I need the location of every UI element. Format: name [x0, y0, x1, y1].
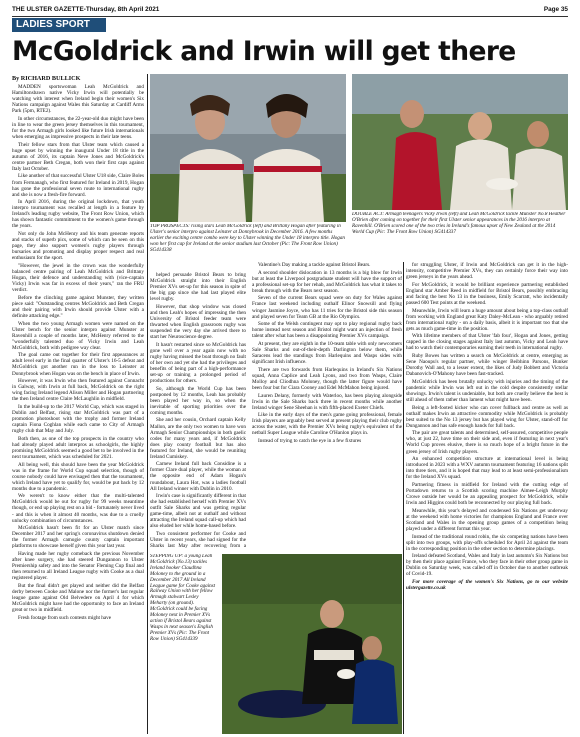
- photo-top-prospects: [150, 74, 346, 222]
- article-paragraph: When the two young Armagh women were named on the Ulster bench for the senior interpro against Munster at Ravenhill a couple of months later, McHenry referred to the "wonderfully talented duo of Vicky Irwin and Leah McGoldrick, both with pedigree way clear.: [12, 320, 144, 351]
- article-paragraph: So, although the World Cup has been postponed by 12 months, Leah has probably been played her way in, so when the inevitable of sporting priorities over the coming months.: [150, 385, 246, 416]
- article-paragraph: A second shoulder dislocation in 13 months is a big blow for Irwin but at least the Liverpool postgraduate student will have the support of a professional set-up for her rehab, and McGoldrick has what it takes to break through with the Bears next season.: [252, 269, 402, 294]
- article-paragraph: Lauren Delany, formerly with Waterloo, has been playing alongside Irwin in the Sale Sharks back three in recent months while another Ireland winger Sene Sheehan is with fifth-placed Exeter Chiefs.: [252, 392, 402, 411]
- photo-stepping-up: [222, 554, 402, 734]
- article-paragraph: Instead of trying to catch the eye in a few fixtures: [258, 438, 362, 445]
- article-paragraph: At present, they are eighth in the 10-team table with only newcomers Sale Sharks and out-of-their-depth Darlington below them, while Saracens lead the standings from Harlequins and Wasps sides with significant Irish influence.: [252, 340, 402, 366]
- article-paragraph: Before the clinching game against Munster, they written piece said: "Outstanding centres McGoldrick and Beth Cregan and their pairing with Irwin should provide Ulster with a definite attacking edge.": [12, 294, 144, 319]
- article-paragraph: McGoldrick hasn't been fit for an Ulster match since December 2017 and her spring's coronavirus shutdown denied the former Armagh camogie county captain important platforms to showcase herself given this year last year.: [12, 525, 144, 550]
- article-paragraph: Instead of the traditional round robin, the six competing nations have been split into two groups, with play-offs scheduled for April 24 against the team in the corresponding position in the other section to determine placings.: [406, 533, 568, 552]
- article-paragraph: Having made her rugby comeback the previous November after knee surgery, she had steered Dungannon to Ulster Premiership safety and into the Senator Fleming Cup final and then returned to all Ireland League rugby with Cooke as a dual registered player.: [12, 550, 144, 582]
- article-paragraph: Ireland defeated Scotland, Wales and Italy in last autumn's Six Nations but by then their place against France, who they face in their other group game in Dublin on Saturday week, was called off in October due to another outbreak of Covid-19.: [406, 553, 568, 578]
- page-number: Page 35: [543, 6, 568, 13]
- article-column-4: [406, 262, 568, 734]
- article-paragraph: For McGoldrick, it would be brilliant experience partnering established England star Amber Reed in midfield for Bristol Bears, possibly embracing and facing the best No 13 in the business, Emily Scarratt, who incidentally passed 600 Test points at the weekend.: [406, 281, 568, 306]
- article-paragraph: Carnew Ireland full back Considine is a former Clare dual player, while the woman at the opposite end of Adam Hogan's roundabout, Laura Hot, was a ladies football All Ireland winner with Dublin in 2010.: [150, 461, 246, 492]
- article-paragraph: MADDEN sportswoman Leah McGoldrick and Hamiltonsbawn native Vicky Irwin will potentially be watching with interest when Ireland begin their women's Six Nations campaign against Wales this Saturday at Cardiff Arms Park (5pm, RTE2).: [12, 84, 144, 115]
- article-paragraph: However, it was Irwin who then featured against Connacht in Galway, with Irwin at full back, McGoldrick on the right wing facing Ireland legend Alison Miller and Hogan partnering the then Ireland centre Claire McLaughlin in midfield.: [12, 378, 144, 403]
- article-paragraph: Like another of that successful Ulster U18 side, Claire Boles from Fermanagh, who first featured for Ireland in 2019, Hogan has gone the professional seven route to international rugby and she is now a fresh-fire forward.: [12, 173, 144, 198]
- caption-double-act: DOUBLE ACT: Armagh teenagers Vicky Irwin (left) and Leah McGoldrick tackle Munster No.8 Heather O'Brien after coming on together for their first Ulster senior appearances in the 2016 interpro at Ravenhill. O'Brien scored one of the two tries in Ireland's famous upset of New Zealand at the 2014 World Cup (Pic: The Front Row Union) SG414337: [352, 212, 566, 235]
- article-column-2: [150, 272, 246, 548]
- article-paragraph: McGoldrick has been brutally unlucky with injuries and the timing of the pandemic while Irwin was left out in the cold despite consistently stellar showings. Irwin's talent is undeniable, but both are cruelly believe the best is still ahead of them rather than lament what might have been.: [406, 378, 568, 403]
- article-paragraph: helped persuade Bristol Bears to bring McGoldrick straight into their English Premier XVs set-up for this season in spite of the big gap since she had last played elite level rugby.: [150, 272, 246, 303]
- article-paragraph: For more coverage of the women's Six Nations, go to our website ulstergazette.co.uk: [406, 579, 568, 592]
- column-rule: [403, 262, 404, 734]
- article-paragraph: It hasn't restarted since so McGoldrick has gone well over a year again now with no rugby having missed the boat through no fault of her own and yet she had the privileges and benefits of being part of a high-performance set-up or training a prolonged period of productions for others.: [150, 341, 246, 384]
- article-paragraph: We weren't to know either that the multi-talented McGoldrick would be out for rugby for 99 weeks meantime though, or end up playing rest on a bid - fortunately never lived - and this is when it almost 40 months, was due to a cruelly unlucky combination of circumstances.: [12, 493, 144, 524]
- article-paragraph: Ruby Bowes has written a search on McGoldrick at centre, emerging as Sene Naoupu's regular partner, while winger Beibhinn Parsons, Bunker Dorothy Wall and, to a lesser extent, the likes of Judy Bobbett and Victoria Dabanovich-O'Mahony have been fast-tracked.: [406, 353, 568, 378]
- article-paragraph: Meanwhile, Irwin will learn a huge amount about being a top-class outhalf from working with England great Katy Daley-McLean - who arguably retired from international rugby - on a daily basis, albeit it is important too that she gets as much game-time in the position.: [406, 307, 568, 332]
- article-paragraph: Not only do John McHenry and his team generate reports and stacks of superb pics, some of which can be seen on this page, they also support women's rugby players through bursaries and promoting and display proper respect and real enthusiasm for the sport.: [12, 231, 144, 262]
- article-paragraph: Like in the early days of the men's game going professional, female Irish players are arguably best served at present playing their club rugby across the water, with the Premier XVs being rugby's equivalent of the netball Super League while Caroline O'Hanlon plays in.: [252, 412, 402, 437]
- article-paragraph: An enhanced competition structure at international level is being introduced in 2023 with a WXV autumn tournament featuring 16 nations split into three tiers, and it is hoped that may lead to at least semi-professionalism for the Ireland XVs squad.: [406, 456, 568, 481]
- article-paragraph: Fresh footage from such contests might have: [18, 614, 112, 621]
- page-header: [12, 2, 568, 17]
- article-paragraph: Two consistent performer for Cooke and Ulster in recent years, she had signed for the Sharks last May after recovering from a: [150, 531, 246, 548]
- byline: By RICHARD BULLICK: [12, 76, 81, 82]
- article-paragraph: However, that shop window was closed and then Leah's hopes of impressing the then University of Bristol feeder team were thwarted when English grassroots rugby was suspended the very day she arrived there to start her Neuroscience degree.: [150, 303, 246, 341]
- article-paragraph: "However, the jewel in the crown was the wonderfully balanced centre pairing of Leah McGoldrick and Brittany Hogan, their defence and understanding with (vice-captain Vicky) Irwin was far in excess of their years," ran the FRU verdict.: [12, 262, 144, 294]
- article-paragraph: The goal came out together for their first appearances at adult level early in the final quarter of Ulster's 16-5 defeat and McGoldrick got another run in the loss to Leinster at Donnybrook when Hogan was on the bench in place of Irwin.: [12, 352, 144, 377]
- article-paragraph: All being well, this should have been the year McGoldrick was in the frame for World Cup squad selection, though of course nobody could have envisaged then that the tournament, which Ireland have yet to qualify for, would be put back by 12 months due to a pandemic.: [12, 461, 144, 492]
- article-paragraph: But the final didn't get played and neither did the Belfast derby between Cooke and Malone nor the former's last regular league game against Old Belvedere on April 4 for which McGoldrick might have had the opportunity to face an Ireland great or two in midfield.: [12, 582, 144, 613]
- article-paragraph: Seven of the current Bears squad were on duty for Wales against France last weekend including outhalf Elinor Snowsill and flying winger Jasmine Joyce, who has 11 tries for the Bristol side this season and played seven for Team GB at the Rio Olympics.: [252, 295, 402, 320]
- article-paragraph: Valentine's Day making a tackle against Bristol Bears.: [258, 262, 371, 268]
- masthead: THE ULSTER GAZETTE-Thursday, 8th April 2021: [12, 6, 160, 13]
- article-paragraph: Both then, as one of the top prospects in the country who had already played adult interpros as schoolgirls, the highly promising McGoldrick seemed a good bet to be involved in the next tournament, which was scheduled for 2021.: [12, 435, 144, 460]
- caption-top-prospects: TOP PROSPECTS: rising stars Leah McGoldrick (left) and Brittany Hogan after featuring in Ulster's senior interpro against Leinster at Donnybrook in December 2016. A few months earlier the exciting centre combo were key to Ulster winning the Under 18 interpro title. Hogan won her first cap for Ireland at the senior stadium last October (Pic: The Front Row Union) SG414338: [150, 224, 345, 253]
- photo-double-act: [352, 74, 568, 210]
- article-paragraph: There are two forwards from Harlequins in Ireland's Six Nations squad, Anna Caplice and Leah Lyons, and two from Wasps, Claire Molloy and Cliodhna Moloney, though the latter figure would have been four but for Ciara Cooney and Edel McMahon being injured.: [252, 366, 402, 391]
- article-paragraph: In April 2016, during the original lockdown, that youth interpro tournament was recalled at length in a feature by Ireland's leading rugby website, The Front Row Union, which has shown fantastic commitment to the women's game through the years.: [12, 199, 144, 230]
- article-paragraph: With lifetime members of that Ulster 'fab four', Hogan and Jones, getting capped in the closing stages against Italy last autumn, Vicky and Leah have had to watch their contemporaries earning their teeth in international rugby.: [406, 333, 568, 352]
- article-paragraph: Their fellow stars from that Ulster team which caused a huge upset by winning the inaugural Under 18 title in the autumn of 2016, its captain Neve Jones and McGoldrick's centre partner Beth Cregan, both won their first caps against Italy last October.: [12, 141, 144, 172]
- article-paragraph: Some of the Welsh contingent may opt to play regional rugby back home instead next season and Bristol might want an injection of fresh talent after what has been a disappointing Premier XVs campaign.: [252, 321, 402, 340]
- article-paragraph: for struggling Ulster, if Irwin and McGoldrick can get it in the high-intensity, competitive Premier XVs, they can certainly force their way into green jerseys in the years ahead.: [406, 262, 568, 281]
- caption-stepping-up: STEPPING UP: a young Leah McGoldrick (No.13) tackles Ireland hooker Claudhna Moloney to the ground in a December 2017 All Ireland League game for Cooke against Railway Union with her fellow Armagh stalwart Lesley Meharty (on ground). McGoldrick could be facing Moloney next in Premier XVs action if Bristol Bears against Wasps in next season's English Premier XVs (Pic: The Front Row Union) SG414339: [150, 554, 216, 642]
- column-rule: [147, 74, 148, 734]
- article-paragraph: Irwin's case is significantly different in that she had established herself with Premier XVs outfit Sale Sharks and was getting regular game-time, albeit not at outhalf and without attracting the Ireland squad call-up which had also eluded her while home-based before.: [150, 493, 246, 530]
- article-paragraph: Being a left-footed kicker who can cover fullback and centre as well as outhalf makes Irwin an attractive commodity while McGoldrick is probably best suited to the No 13 jersey but has played wing for Ulster, stand-off for Dungannon and has safe enough hands for full back.: [406, 404, 568, 429]
- article-paragraph: In other circumstances, the 22-year-old duo might have been in line to wear the green jersey themselves in this tournament, for the two Armagh girls looked like future Irish internationals when emerging as impressive prospects in their late teens.: [12, 115, 144, 141]
- headline: McGoldrick and Irwin will get there: [12, 36, 516, 67]
- section-label: LADIES SPORT: [12, 18, 106, 32]
- article-paragraph: The pair are great talents and determined, self-assured, competitive people who, at just 22, have time on their side and, even if featuring in next year's World Cup proves elusive, there is so much hope of a bright future in the green jersey of Irish rugby players.: [406, 430, 568, 455]
- article-column-1: [12, 76, 144, 732]
- article-paragraph: Partnering fitness in midfield for Ireland with the cutting edge of Portadown returns to a Scottish scoring machine Aimee-Leigh Murphy Crowe outside her would be an appealing prospect for McGoldrick, while Irwin and Higgins could both be reconnected by our playing full back.: [406, 481, 568, 507]
- article-paragraph: In the build-up to the 2017 World Cup, which was staged in Dublin and Belfast, rising star McGoldrick was part of a promotion photoshoot with the trophy and former Ireland captain Fiona Coghlan while each came to City of Armagh rugby club that May and July.: [12, 403, 144, 435]
- article-paragraph: She and her cousin, Orchard captain Kelly Mallon, are the only two women to have won Armagh Senior Championships in both gaelic codes for many years and, if McGoldrick does play county football but has also featured for Ireland, she would be reuniting Ireland Cumiskey.: [150, 417, 246, 460]
- article-paragraph: Meanwhile, this year's delayed and condensed Six Nations get underway at the weekend with home victories for champions England and France over Scotland and Wales in the opening group games of a competition being played under a different format this year.: [406, 507, 568, 532]
- article-column-3: [252, 262, 402, 548]
